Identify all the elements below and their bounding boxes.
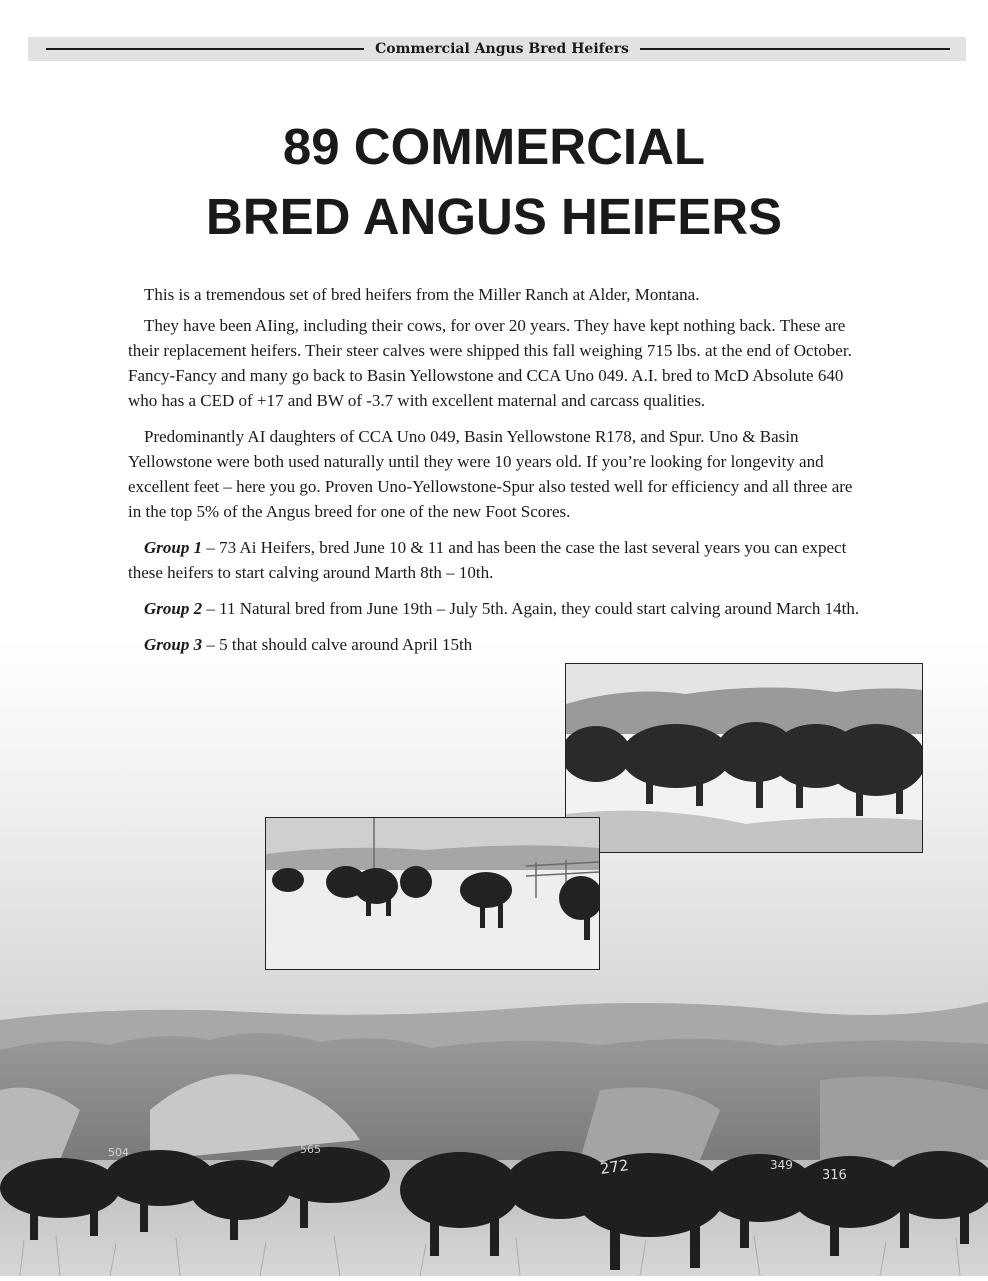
ear-tag-1: 504 [108,1146,129,1159]
page-headline [0,112,988,252]
group-1-paragraph [128,535,863,585]
ear-tag-2: 565 [300,1143,321,1156]
header-rule-left [46,48,376,50]
group-2-label: Group 2 [144,599,203,618]
headline-line-2: BRED ANGUS HEIFERS [205,188,783,245]
header-title: Commercial Angus Bred Heifers [364,39,640,59]
group-3-label: Group 3 [144,635,203,654]
group-3-text: – 5 that should calve around April 15th [202,635,473,654]
paragraph-genetics: Predominantly AI daughters of CCA Uno 049, Basin Yellowstone R178, and Spur. Uno & Basin Yellowstone were both used naturally until they were 10 years old. If you’re looking for longevity and excellent feet – here you go. Proven Uno-Yellowstone-Spur also tested well for efficiency and all three are in the top 5% of the Angus breed for one of the new Foot Scores. [128,427,853,521]
paragraph-intro: This is a tremendous set of bred heifers from the Miller Ranch at Alder, Montana. [144,285,700,304]
group-1-text: – 73 Ai Heifers, bred June 10 & 11 and has been the case the last several years you can expect these heifers to start calving around Marth 8th – 10th. [128,538,847,582]
header-rule-right [638,48,950,50]
running-header [28,37,966,61]
article-body [128,282,863,668]
heifers-pen-photo [265,817,600,970]
ear-tag-5: 316 [822,1168,847,1183]
ear-tag-4: 349 [770,1158,793,1172]
paragraph-breeding-history: They have been AIing, including their cows, for over 20 years. They have kept nothing back. These are their replacement heifers. Their steer calves were shipped this fall weighing 715 lbs. at the end of October. Fancy-Fancy and many go back to Basin Yellowstone and CCA Uno 049. A.I. bred to McD Absolute 640 who has a CED of +17 and BW of -3.7 with excellent maternal and carcass qualities. [128,316,852,410]
group-1-label: Group 1 [144,538,203,557]
heifers-snow-photo [565,663,923,853]
ear-tag-3: 272 [598,1156,630,1178]
group-3-paragraph [128,632,528,657]
group-2-paragraph [128,596,863,621]
headline-line-1: 89 COMMERCIAL [282,118,706,175]
group-2-text: – 11 Natural bred from June 19th – July 5th. Again, they could start calving around March 14th. [202,599,860,618]
